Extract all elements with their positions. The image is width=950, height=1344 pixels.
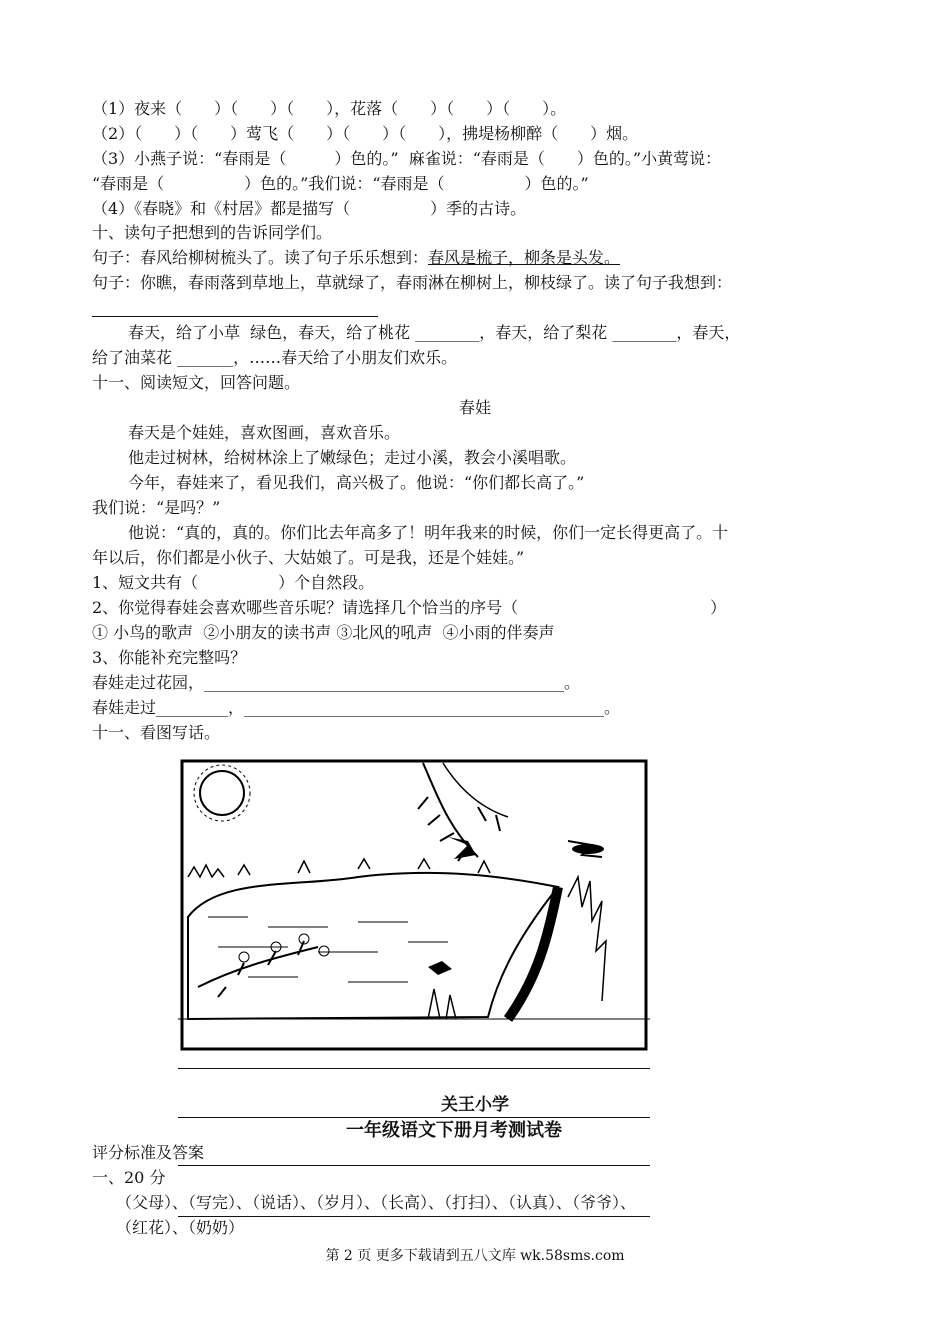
story-paragraph-4: 我们说：“是吗？” xyxy=(92,498,221,517)
sentence-2: 句子：你瞧，春雨落到草地上，草就绿了，春雨淋在柳树上，柳枝绿了。读了句子我想到： xyxy=(92,273,733,292)
answers-label: 评分标准及答案 xyxy=(92,1143,205,1162)
question-3-a: 春娃走过花园，_____________________________________________。 xyxy=(92,673,581,692)
school-title: 关王小学 xyxy=(441,1095,509,1115)
fill-in-line-2: （2）（ ）（ ）莺飞（ ）（ ）（ ），拂堤杨柳醉（ ）烟。 xyxy=(92,124,639,143)
section-10-title: 十、读句子把想到的告诉同学们。 xyxy=(92,223,333,242)
fill-in-line-1: （1）夜来（ ）（ ）（ ），花落（ ）（ ）（ ）。 xyxy=(92,99,567,118)
story-paragraph-5a: 他说：“真的，真的。你们比去年高多了！明年我来的时候，你们一定长得更高了。十 xyxy=(128,523,729,542)
answer-blank-rule xyxy=(92,316,378,317)
question-3: 3、你能补充完整吗？ xyxy=(92,648,247,667)
sentence-1-answer: 春风是梳子，柳条是头发。 xyxy=(428,248,621,267)
answers-line-1: （父母）、（写完）、（说话）、（岁月）、（长高）、（打扫）、（认真）、（爷爷）、 xyxy=(116,1193,637,1212)
story-paragraph-3: 今年，春娃来了，看见我们，高兴极了。他说：“你们都长高了。” xyxy=(128,473,585,492)
section-11-title: 十一、阅读短文，回答问题。 xyxy=(92,373,301,392)
answer-rule-2 xyxy=(178,1117,650,1118)
page-footer: 第 2 页 更多下载请到五八文库 wk.58sms.com xyxy=(325,1248,625,1264)
spring-scene-illustration xyxy=(178,757,650,1053)
answers-part-1: 一、20 分 xyxy=(92,1168,166,1187)
question-2-options: ① 小鸟的歌声 ②小朋友的读书声 ③北风的吼声 ④小雨的伴奏声 xyxy=(92,623,555,642)
fill-in-line-5: （4）《春晓》和《村居》都是描写（ ）季的古诗。 xyxy=(92,199,527,218)
answer-rule-4 xyxy=(178,1216,650,1217)
question-1: 1、短文共有（ ）个自然段。 xyxy=(92,573,375,592)
question-3-b: 春娃走过_________，_____________________________________________。 xyxy=(92,698,621,717)
fill-in-line-3: （3）小燕子说：“春雨是（ ）色的。” 麻雀说：“春雨是（ ）色的。”小黄莺说： xyxy=(92,149,722,168)
answer-rule-1 xyxy=(178,1068,650,1069)
exam-title: 一年级语文下册月考测试卷 xyxy=(346,1120,562,1141)
story-paragraph-5b: 年以后，你们都是小伙子、大姑娘了。可是我，还是个娃娃。” xyxy=(92,548,525,567)
spring-paragraph-line-2: 给了油菜花 _______，……春天给了小朋友们欢乐。 xyxy=(92,348,458,367)
section-picture-title: 十一、看图写话。 xyxy=(92,723,221,742)
fill-in-line-4: “春雨是（ ）色的。”我们说：“春雨是（ ）色的。” xyxy=(92,174,589,193)
sentence-1 xyxy=(92,247,620,269)
sentence-1-prefix: 句子：春风给柳树梳头了。读了句子乐乐想到： xyxy=(92,248,429,267)
answers-line-2: （红花）、（奶奶） xyxy=(116,1218,245,1237)
question-2: 2、你觉得春娃会喜欢哪些音乐呢？请选择几个恰当的序号（ ） xyxy=(92,598,727,617)
answer-rule-3 xyxy=(178,1165,650,1166)
story-paragraph-2: 他走过树林，给树林涂上了嫩绿色；走过小溪，教会小溪唱歌。 xyxy=(128,448,577,467)
story-title: 春娃 xyxy=(458,398,491,417)
spring-paragraph-line-1: 春天，给了小草 绿色，春天，给了桃花 ________，春天，给了梨花 ________，春天， xyxy=(128,323,741,342)
story-paragraph-1: 春天是个娃娃，喜欢图画，喜欢音乐。 xyxy=(128,423,401,442)
